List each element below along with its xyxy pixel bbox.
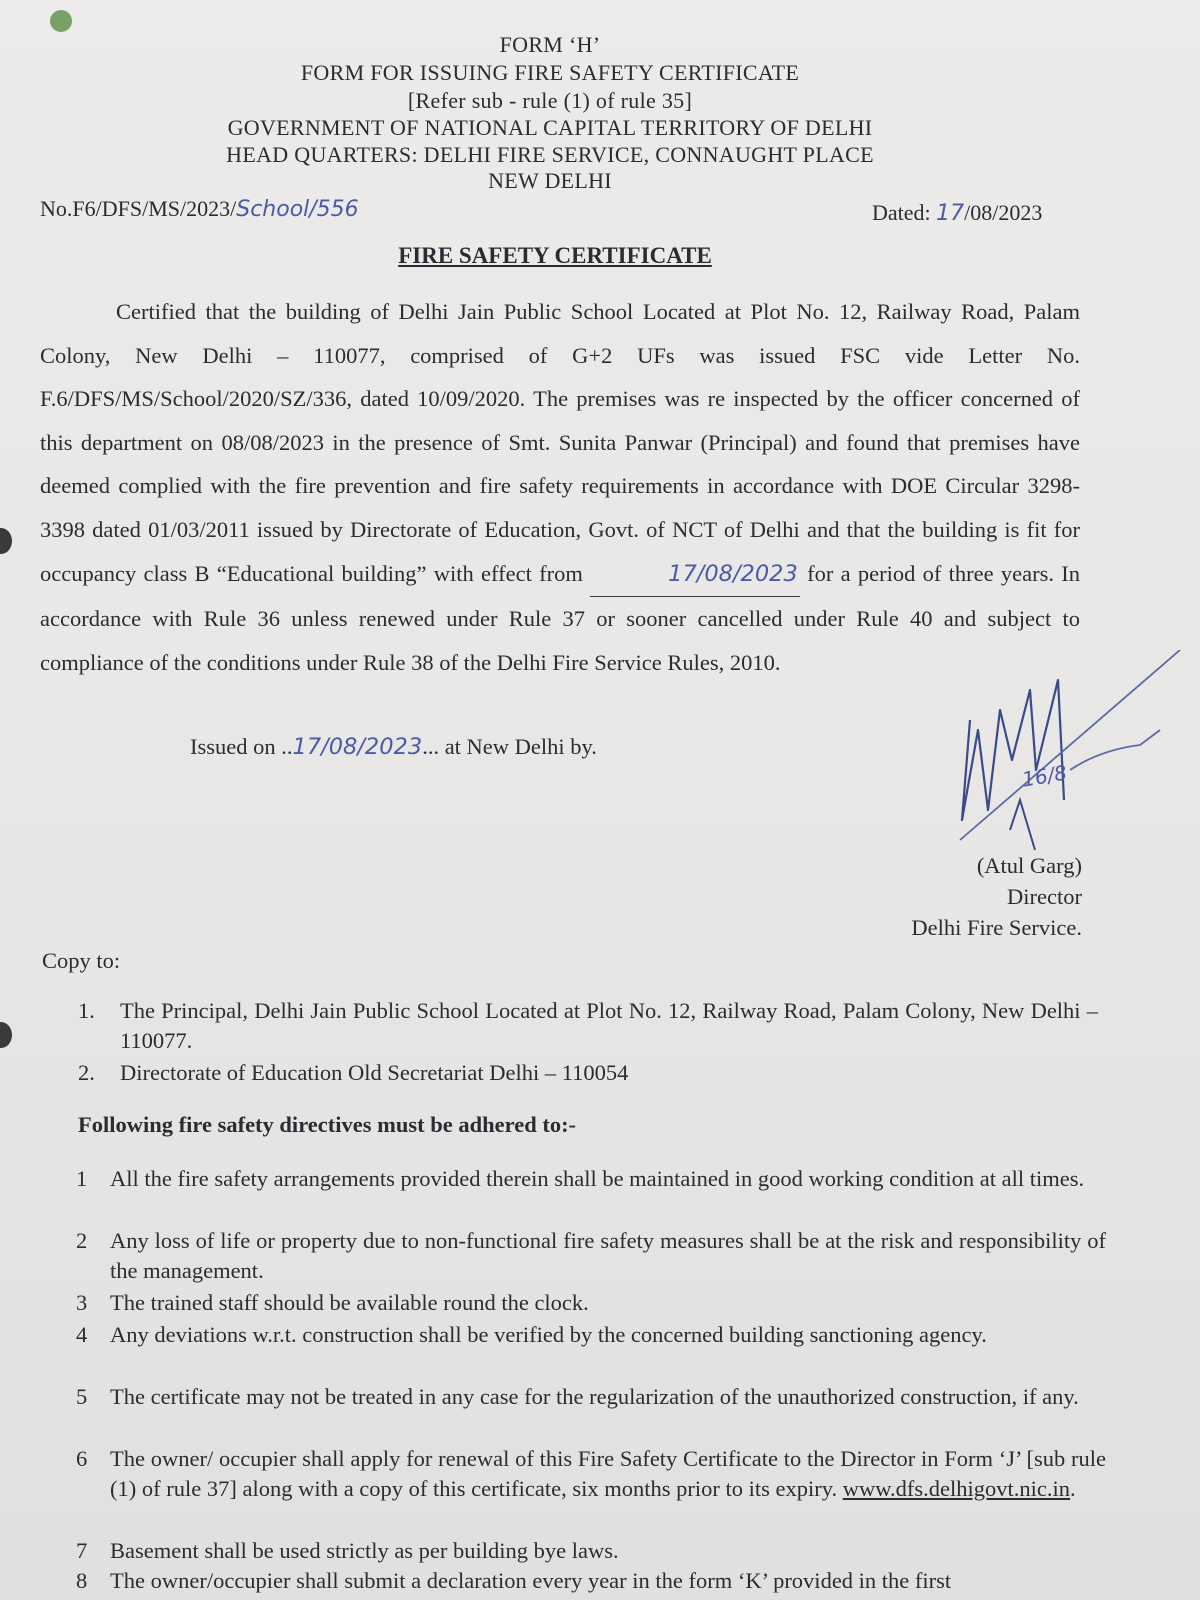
body-part-2: for a period of three years. In accordance with Rule 36 unless renewed under Rule 37 or sooner cancelled under Rule 40 and subject to compliance of the conditions under Rule 38 of the Delhi Fire Service Rules, 2010. [40, 560, 1080, 675]
directive-text: The trained staff should be available round the clock. [110, 1290, 589, 1315]
issued-on [190, 734, 597, 760]
directive-text-after: . [1070, 1476, 1076, 1501]
directive-item [76, 1536, 1106, 1566]
signatory-designation: Director [1007, 884, 1082, 909]
signatory-name: (Atul Garg) [976, 853, 1082, 878]
signatory-department: Delhi Fire Service. [911, 915, 1082, 940]
directive-item [76, 1444, 1106, 1504]
directive-item [76, 1566, 1106, 1596]
body-part-1: Certified that the building of Delhi Jain Public School Located at Plot No. 12, Railway Road, Palam Colony, New Delhi – 110077, comprised of G+2 UFs was issued FSC vide Letter No. F.6/DFS/MS/School/2020/SZ/336, dated 10/09/2020. The premises was re inspected by the officer concerned of this department on 08/08/2023 in the presence of Smt. Sunita Panwar (Principal) and found that premises have deemed complied with the fire prevention and fire safety requirements in accordance with DOE Circular 3298-3398 dated 01/03/2011 issued by Directorate of Education, Govt. of NCT of Delhi and that the building is fit for occupancy class B “Educational building” with effect from [40, 299, 1080, 586]
directive-number: 6 [76, 1446, 88, 1471]
directive-number: 7 [76, 1538, 88, 1563]
directive-number: 5 [76, 1384, 88, 1409]
directives-heading: Following fire safety directives must be adhered to:- [78, 1112, 577, 1137]
city: NEW DELHI [488, 168, 612, 193]
dated-rest: /08/2023 [964, 200, 1043, 225]
directive-text: Any deviations w.r.t. construction shall be verified by the concerned building sanctioning agency. [110, 1322, 987, 1347]
dfs-website-link[interactable]: www.dfs.delhigovt.nic.in [842, 1476, 1071, 1501]
issued-on-date-handwritten: 17/08/2023 [292, 734, 423, 760]
signature-icon [940, 650, 1200, 870]
copy-item-text: Directorate of Education Old Secretariat Delhi – 110054 [120, 1060, 629, 1085]
head-quarters: HEAD QUARTERS: DELHI FIRE SERVICE, CONNAUGHT PLACE [226, 142, 874, 167]
directive-number: 1 [76, 1166, 88, 1191]
form-title: FORM FOR ISSUING FIRE SAFETY CERTIFICATE [300, 60, 800, 85]
directive-item [76, 1382, 1106, 1412]
directive-item [76, 1226, 1106, 1286]
dated-label: Dated: [872, 200, 937, 225]
green-marker-dot [50, 10, 72, 32]
directive-text: Any loss of life or property due to non-functional fire safety measures shall be at the risk and responsibility of the management. [110, 1228, 1106, 1283]
issued-on-label: Issued on .. [190, 734, 293, 759]
directive-number: 4 [76, 1322, 88, 1347]
directive-item [76, 1288, 1106, 1318]
copy-item [78, 996, 1098, 1056]
issued-on-suffix: ... at New Delhi by. [422, 734, 597, 759]
signature-date-handwritten: 16/8 [1020, 760, 1069, 792]
refer-rule: [Refer sub - rule (1) of rule 35] [407, 88, 693, 113]
effect-date-handwritten: 17/08/2023 [590, 553, 800, 598]
directive-number: 2 [76, 1228, 88, 1253]
directive-text: The certificate may not be treated in any case for the regularization of the unauthorized construction, if any. [110, 1384, 1079, 1409]
form-label: FORM ‘H’ [499, 32, 601, 57]
dated [872, 200, 1042, 226]
copy-to-label: Copy to: [42, 948, 121, 973]
directive-number: 3 [76, 1290, 88, 1315]
directive-item [76, 1320, 1106, 1350]
directive-text: Basement shall be used strictly as per building bye laws. [110, 1538, 619, 1563]
copy-item-number: 1. [78, 998, 95, 1023]
reference-handwritten: School/556 [236, 197, 359, 222]
signatory-block [911, 850, 1082, 943]
copy-item-number: 2. [78, 1060, 95, 1085]
reference-prefix: No.F6/DFS/MS/2023/ [40, 196, 237, 221]
reference-number [40, 196, 359, 222]
copy-item-text: The Principal, Delhi Jain Public School Located at Plot No. 12, Railway Road, Palam Colony, New Delhi – 110077. [120, 998, 1098, 1053]
certificate-title: FIRE SAFETY CERTIFICATE [398, 243, 712, 268]
directive-item [76, 1164, 1106, 1194]
copy-item [78, 1058, 1098, 1088]
dated-day-handwritten: 17 [936, 201, 965, 226]
directive-number: 8 [76, 1568, 88, 1593]
directive-text-main: The owner/ occupier shall apply for renewal of this Fire Safety Certificate to the Director in Form ‘J’ [sub rule (1) of rule 37] along with a copy of this certificate, six months prior to its expiry. [110, 1446, 1106, 1501]
directive-text [110, 1444, 1106, 1504]
punch-hole-bottom [0, 1022, 12, 1048]
punch-hole-top [0, 528, 12, 554]
government-name: GOVERNMENT OF NATIONAL CAPITAL TERRITORY OF DELHI [227, 115, 873, 140]
directive-text: All the fire safety arrangements provided therein shall be maintained in good working condition at all times. [110, 1166, 1085, 1191]
certificate-body [40, 290, 1080, 684]
directive-text: The owner/occupier shall submit a declaration every year in the form ‘K’ provided in the first [110, 1568, 952, 1593]
